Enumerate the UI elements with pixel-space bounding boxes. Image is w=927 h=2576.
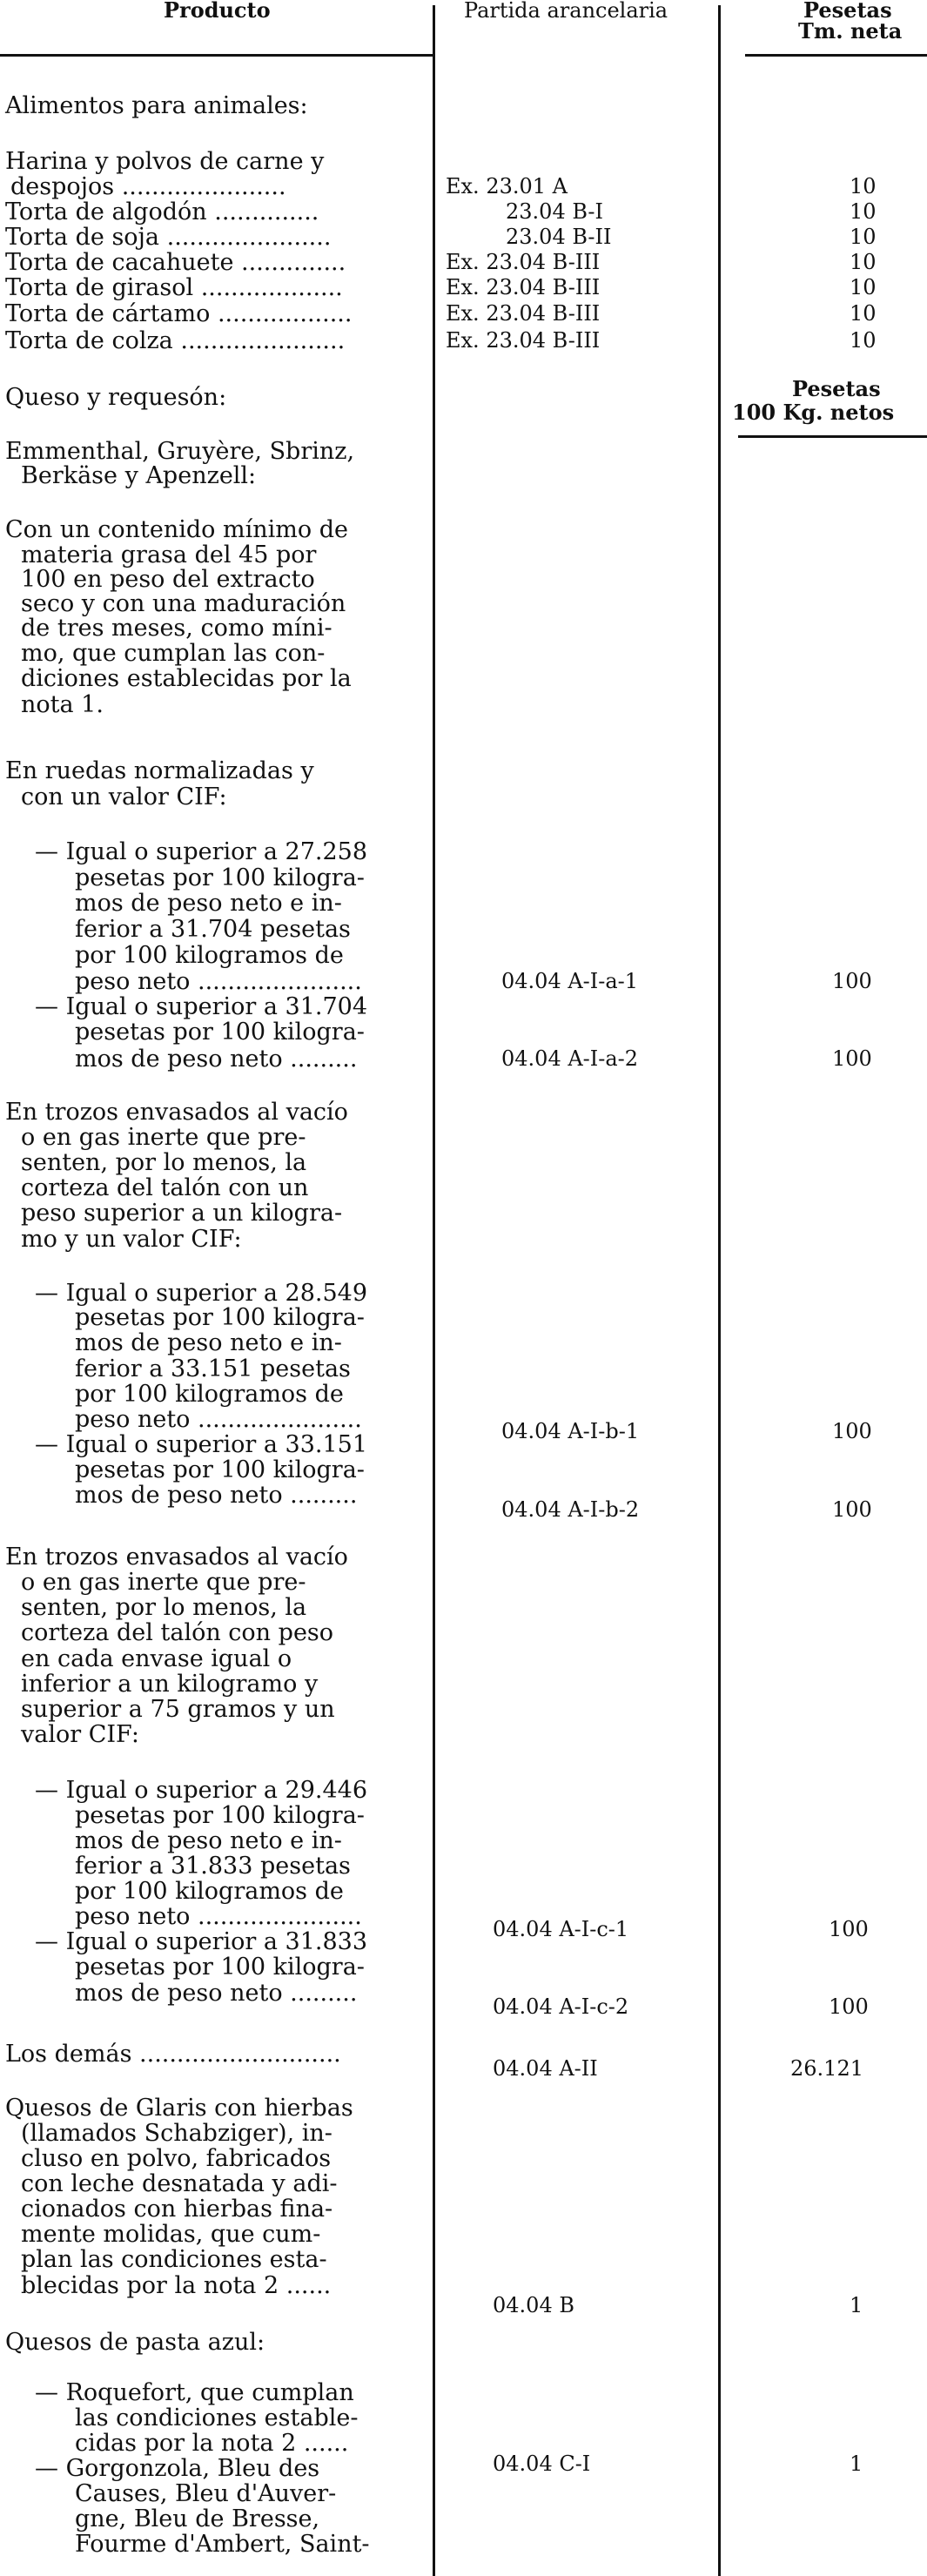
- value-cell: 10: [850, 225, 877, 249]
- subheader-rule: [738, 435, 927, 438]
- value-cell: 100: [829, 1917, 869, 1941]
- product-line: cionados con hierbas fina-: [21, 2196, 333, 2223]
- product-line: o en gas inerte que pre-: [21, 1124, 306, 1151]
- product-line: por 100 kilogramos de: [75, 1878, 344, 1905]
- product-line: peso superior a un kilogra-: [21, 1200, 343, 1227]
- product-line: ferior a 33.151 pesetas: [75, 1355, 351, 1382]
- product-line: con un valor CIF:: [21, 784, 227, 810]
- product-line: Los demás ...........................: [5, 2041, 341, 2068]
- product-line: plan las condiciones esta-: [21, 2246, 327, 2273]
- product-line: seco y con una maduración: [21, 590, 346, 617]
- product-line: Causes, Bleu d'Auver-: [75, 2480, 337, 2507]
- product-line: nota 1.: [21, 691, 104, 718]
- tariff-code: 04.04 A-I-b-2: [501, 1497, 640, 1522]
- tariff-code: Ex. 23.04 B-III: [446, 275, 601, 299]
- product-line: cluso en polvo, fabricados: [21, 2145, 332, 2172]
- tariff-code: 04.04 A-I-c-2: [493, 1994, 629, 2019]
- product-line: pesetas por 100 kilogra-: [75, 1802, 365, 1829]
- product-line: — Igual o superior a 31.704: [35, 993, 368, 1020]
- product-line: ferior a 31.704 pesetas: [75, 916, 351, 943]
- value-cell: 10: [850, 199, 877, 224]
- product-line: Emmenthal, Gruyère, Sbrinz,: [5, 438, 355, 465]
- product-line: mos de peso neto e in-: [75, 1827, 342, 1854]
- header-pesetas: Pesetas: [803, 0, 892, 23]
- product-line: Torta de algodón ..............: [5, 198, 319, 225]
- tariff-code: 04.04 C-I: [493, 2452, 591, 2476]
- tariff-code: Ex. 23.04 B-III: [446, 250, 601, 274]
- header-tm-neta: Tm. neta: [798, 18, 903, 44]
- product-line: mos de peso neto .........: [75, 1482, 358, 1509]
- product-line: pesetas por 100 kilogra-: [75, 1019, 365, 1046]
- product-line: Torta de cacahuete ..............: [5, 249, 346, 276]
- product-line: Queso y requesón:: [5, 384, 227, 411]
- product-line: En trozos envasados al vacío: [5, 1099, 348, 1126]
- product-line: mos de peso neto e in-: [75, 1329, 342, 1356]
- product-line: Quesos de Glaris con hierbas: [5, 2095, 353, 2122]
- value-cell: 10: [850, 301, 877, 326]
- product-line: — Igual o superior a 28.549: [35, 1280, 368, 1307]
- product-line: Harina y polvos de carne y: [5, 148, 325, 175]
- product-line: ferior a 31.833 pesetas: [75, 1853, 351, 1880]
- product-line: Torta de girasol ...................: [5, 274, 343, 301]
- product-line: Torta de colza ......................: [5, 327, 346, 354]
- product-line: blecidas por la nota 2 ......: [21, 2272, 332, 2299]
- vertical-rule-left: [433, 5, 435, 2576]
- product-line: corteza del talón con un: [21, 1174, 309, 1201]
- product-line: gne, Bleu de Bresse,: [75, 2505, 320, 2532]
- value-cell: 100: [832, 1419, 872, 1443]
- product-line: En trozos envasados al vacío: [5, 1544, 348, 1570]
- product-line: senten, por lo menos, la: [21, 1594, 307, 1621]
- product-line: mo y un valor CIF:: [21, 1226, 242, 1253]
- product-line: corteza del talón con peso: [21, 1619, 334, 1646]
- value-cell: 10: [850, 328, 877, 353]
- product-line: cidas por la nota 2 ......: [75, 2430, 349, 2457]
- product-line: senten, por lo menos, la: [21, 1149, 307, 1176]
- product-line: por 100 kilogramos de: [75, 942, 344, 969]
- subheader-100-kg-netos: 100 Kg. netos: [732, 400, 895, 425]
- product-line: Torta de cártamo ..................: [5, 300, 353, 327]
- product-line: superior a 75 gramos y un: [21, 1696, 335, 1723]
- product-line: Berkäse y Apenzell:: [21, 462, 257, 489]
- product-line: inferior a un kilogramo y: [21, 1671, 319, 1698]
- product-line: mente molidas, que cum-: [21, 2221, 321, 2248]
- product-line: pesetas por 100 kilogra-: [75, 1456, 365, 1483]
- product-line: mo, que cumplan las con-: [21, 640, 326, 667]
- product-line: con leche desnatada y adi-: [21, 2170, 338, 2197]
- tariff-code: Ex. 23.01 A: [446, 174, 568, 198]
- tariff-code: 04.04 B: [493, 2293, 574, 2317]
- value-cell: 100: [829, 1994, 869, 2019]
- product-line: despojos ......................: [10, 173, 286, 200]
- product-line: Con un contenido mínimo de: [5, 516, 348, 543]
- tariff-code: 04.04 A-II: [493, 2056, 598, 2081]
- header-rule-left: [0, 54, 433, 57]
- tariff-code: 23.04 B-II: [506, 225, 612, 249]
- product-line: — Gorgonzola, Bleu des: [35, 2455, 320, 2482]
- header-rule-right: [745, 54, 927, 57]
- value-cell: 1: [850, 2293, 863, 2317]
- product-line: — Roquefort, que cumplan: [35, 2379, 354, 2406]
- value-cell: 10: [850, 275, 877, 299]
- value-cell: 26.121: [790, 2056, 863, 2081]
- tariff-code: 23.04 B-I: [506, 199, 604, 224]
- product-line: peso neto ......................: [75, 1406, 362, 1433]
- tariff-code: Ex. 23.04 B-III: [446, 328, 601, 353]
- value-cell: 100: [832, 1046, 872, 1071]
- product-line: pesetas por 100 kilogra-: [75, 1304, 365, 1331]
- product-line: — Igual o superior a 33.151: [35, 1431, 368, 1458]
- product-line: — Igual o superior a 31.833: [35, 1928, 368, 1955]
- value-cell: 10: [850, 250, 877, 274]
- product-line: en cada envase igual o: [21, 1645, 292, 1672]
- product-line: pesetas por 100 kilogra-: [75, 1954, 365, 1981]
- product-line: peso neto ......................: [75, 968, 362, 995]
- product-line: de tres meses, como míni-: [21, 615, 333, 642]
- product-line: peso neto ......................: [75, 1903, 362, 1930]
- header-partida: Partida arancelaria: [464, 0, 668, 23]
- product-line: mos de peso neto .........: [75, 1980, 358, 2007]
- product-line: (llamados Schabziger), in-: [21, 2120, 333, 2147]
- value-cell: 10: [850, 174, 877, 198]
- tariff-code: 04.04 A-I-a-2: [501, 1046, 639, 1071]
- subheader-pesetas: Pesetas: [792, 376, 881, 401]
- product-line: 100 en peso del extracto: [21, 566, 315, 593]
- tariff-code: 04.04 A-I-c-1: [493, 1917, 629, 1941]
- product-line: — Igual o superior a 27.258: [35, 838, 368, 865]
- product-line: por 100 kilogramos de: [75, 1381, 344, 1408]
- product-line: las condiciones estable-: [75, 2404, 359, 2431]
- product-line: Fourme d'Ambert, Saint-: [75, 2531, 370, 2558]
- product-line: materia grasa del 45 por: [21, 541, 317, 568]
- value-cell: 100: [832, 1497, 872, 1522]
- header-producto: Producto: [164, 0, 271, 23]
- product-line: Quesos de pasta azul:: [5, 2329, 265, 2356]
- value-cell: 100: [832, 969, 872, 993]
- tariff-code: Ex. 23.04 B-III: [446, 301, 601, 326]
- product-line: — Igual o superior a 29.446: [35, 1777, 368, 1804]
- vertical-rule-right: [718, 5, 721, 2576]
- product-line: valor CIF:: [21, 1721, 139, 1748]
- product-line: Torta de soja ......................: [5, 224, 332, 251]
- product-line: mos de peso neto e in-: [75, 890, 342, 917]
- product-line: mos de peso neto .........: [75, 1046, 358, 1073]
- tariff-code: 04.04 A-I-b-1: [501, 1419, 640, 1443]
- product-line: diciones establecidas por la: [21, 665, 352, 692]
- value-cell: 1: [850, 2452, 863, 2476]
- product-line: En ruedas normalizadas y: [5, 757, 314, 784]
- product-line: pesetas por 100 kilogra-: [75, 864, 365, 891]
- product-line: o en gas inerte que pre-: [21, 1569, 306, 1596]
- tariff-code: 04.04 A-I-a-1: [501, 969, 639, 993]
- product-line: Alimentos para animales:: [5, 92, 308, 119]
